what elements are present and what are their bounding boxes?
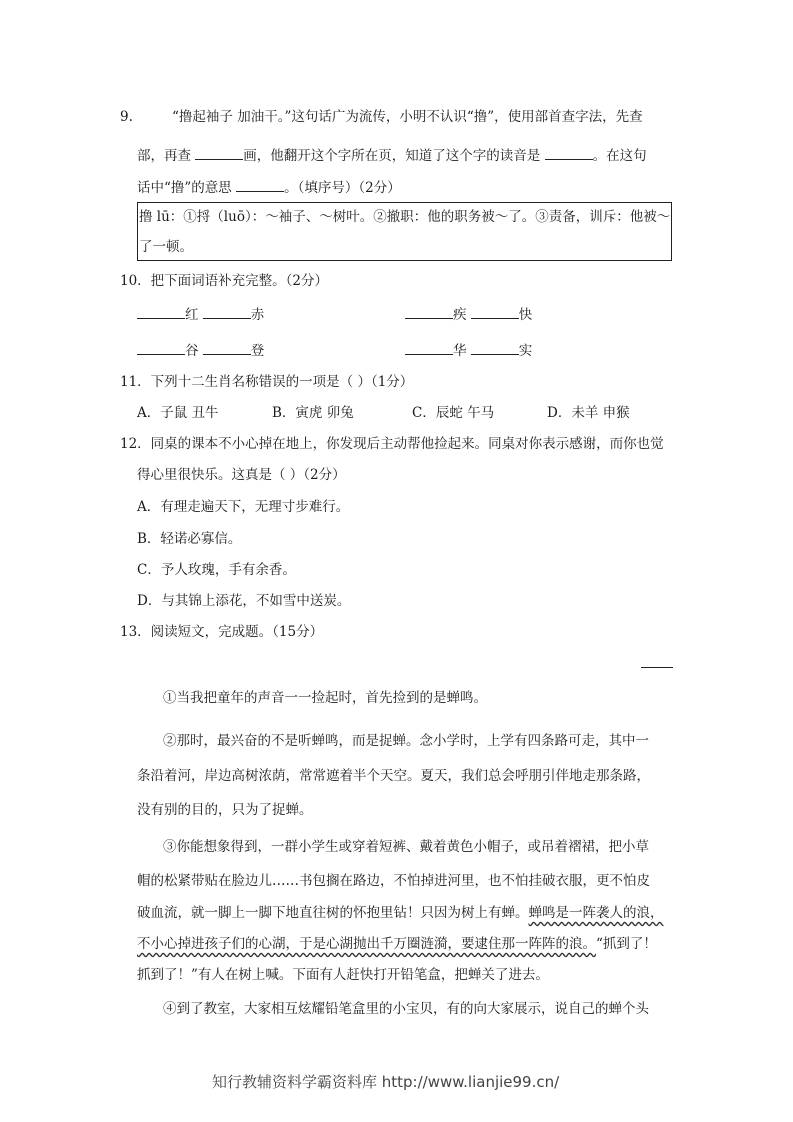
q11-option-c[interactable]: C．辰蛇 午马 [412,405,495,421]
q11-option-d[interactable]: D．未羊 申猴 [547,405,630,421]
q9-definition-line2: 了一顿。 [139,239,193,255]
q10-char: 快 [518,307,533,323]
q13-paragraph3-line4 [137,935,657,953]
q9-line2c: 。在这句 [592,148,647,164]
q13-paragraph1: ①当我把童年的声音一一捡起时，首先捡到的是蝉鸣。 [163,690,487,706]
q10-blank[interactable] [203,304,251,319]
q11-option-b[interactable]: B．寅虎 卯兔 [272,405,354,421]
q9-blank-meaning[interactable] [236,177,284,192]
q13-paragraph3-line5: 抓到了！”有人在树上喊。下面有人赶快打开铅笔盒，把蝉关了进去。 [137,967,549,983]
q13-paragraph3-line1: ③你能想象得到，一群小学生或穿着短裤、戴着黄色小帽子，或吊着褶裙，把小草 [163,839,649,855]
q13-text: “抓到了！ [596,936,657,952]
q13-paragraph2-line2: 条沿着河，岸边高树浓荫，常常遮着半个天空。夏天，我们总会呼朋引伴地走那条路， [137,768,650,784]
q13-paragraph2-line3: 没有别的目的，只为了捉蝉。 [137,802,313,818]
q13-paragraph2-line1: ②那时，最兴奋的不是听蝉鸣，而是捉蝉。念小学时，上学有四条路可走，其中一 [163,733,649,749]
q13-title-blank[interactable] [641,667,673,668]
q10-char: 红 [185,307,199,323]
q13-paragraph3-line2: 帽的松紧带贴在脸边儿……书包搁在路边，不怕掉进河里，也不怕挂破衣服，更不怕皮 [137,873,650,889]
q12-line2: 得心里很快乐。这真是（ ）（2分） [137,467,346,483]
q11-option-a[interactable]: A．子鼠 丑牛 [137,405,219,421]
q10-char: 赤 [250,307,265,323]
q13-wavy-underlined-text: 蝉鸣是一阵袭人的浪， [528,905,664,921]
q10-blank[interactable] [203,340,251,355]
q12-option-a[interactable]: A．有理走遍天下，无理寸步难行。 [137,499,350,515]
q9-definition-line1: 撸 lū：①捋（luō）：～袖子、～树叶。②撤职：他的职务被～了。③责备，训斥：他被～ [139,209,671,225]
q10-char: 华 [453,343,467,359]
q13-wavy-underlined-text: 不小心掉进孩子们的心湖，于是心湖抛出千万圈涟漪，要逮住那一阵阵的浪。 [137,936,596,952]
q12-option-b[interactable]: B．轻诺必寡信。 [137,531,242,547]
q9-line1: “撸起袖子 加油干。”这句话广为流传，小明不认识“撸”，使用部首查字法，先查 [172,109,643,125]
q10-blank[interactable] [405,304,453,319]
q10-char: 实 [518,343,533,359]
page-footer: 知行教辅资料学霸资料库 http://www.lianjie99.cn/ [212,1073,560,1091]
q10-blank[interactable] [137,304,185,319]
q12-option-c[interactable]: C．予人玫瑰，手有余香。 [137,562,296,578]
q9-number: 9. [120,109,133,125]
q10-blank[interactable] [471,304,519,319]
q9-line3a: 话中“撸”的意思 [137,180,232,196]
q10-char: 疾 [453,307,467,323]
q10-row2-right [405,340,532,360]
q12-option-d[interactable]: D．与其锦上添花，不如雪中送炭。 [137,593,351,609]
q13-title: 13．阅读短文，完成题。（15分） [120,624,324,640]
q12-line1: 12．同桌的课本不小心掉在地上，你发现后主动帮他捡起来。同桌对你表示感谢，而你也觉 [120,436,664,452]
q10-title: 10．把下面词语补充完整。（2分） [120,273,329,289]
q10-blank[interactable] [471,340,519,355]
q13-text: 破血流，就一脚上一脚下地直往树的怀抱里钻！只因为树上有蝉。 [137,905,529,921]
q10-blank[interactable] [405,340,453,355]
q9-line2b: 画，他翻开这个字所在页，知道了这个字的读音是 [243,148,541,164]
q13-paragraph3-line3 [137,904,664,922]
q9-line2a: 部，再查 [137,148,191,164]
q9-line3 [137,177,401,197]
q13-paragraph4-line1: ④到了教室，大家相互炫耀铅笔盒里的小宝贝，有的向大家展示，说自己的蝉个头 [163,1001,649,1017]
q10-blank[interactable] [137,340,185,355]
q9-line3b: 。（填序号）（2分） [284,180,401,196]
q10-row1-left [137,304,264,324]
q10-row2-left [137,340,264,360]
q9-blank-stroke[interactable] [195,145,243,160]
q10-char: 登 [250,343,265,359]
q10-row1-right [405,304,532,324]
q9-blank-pinyin[interactable] [545,145,593,160]
q11-title: 11．下列十二生肖名称错误的一项是（ ）（1分） [120,374,414,390]
q9-line2 [137,145,647,165]
q10-char: 谷 [185,343,199,359]
